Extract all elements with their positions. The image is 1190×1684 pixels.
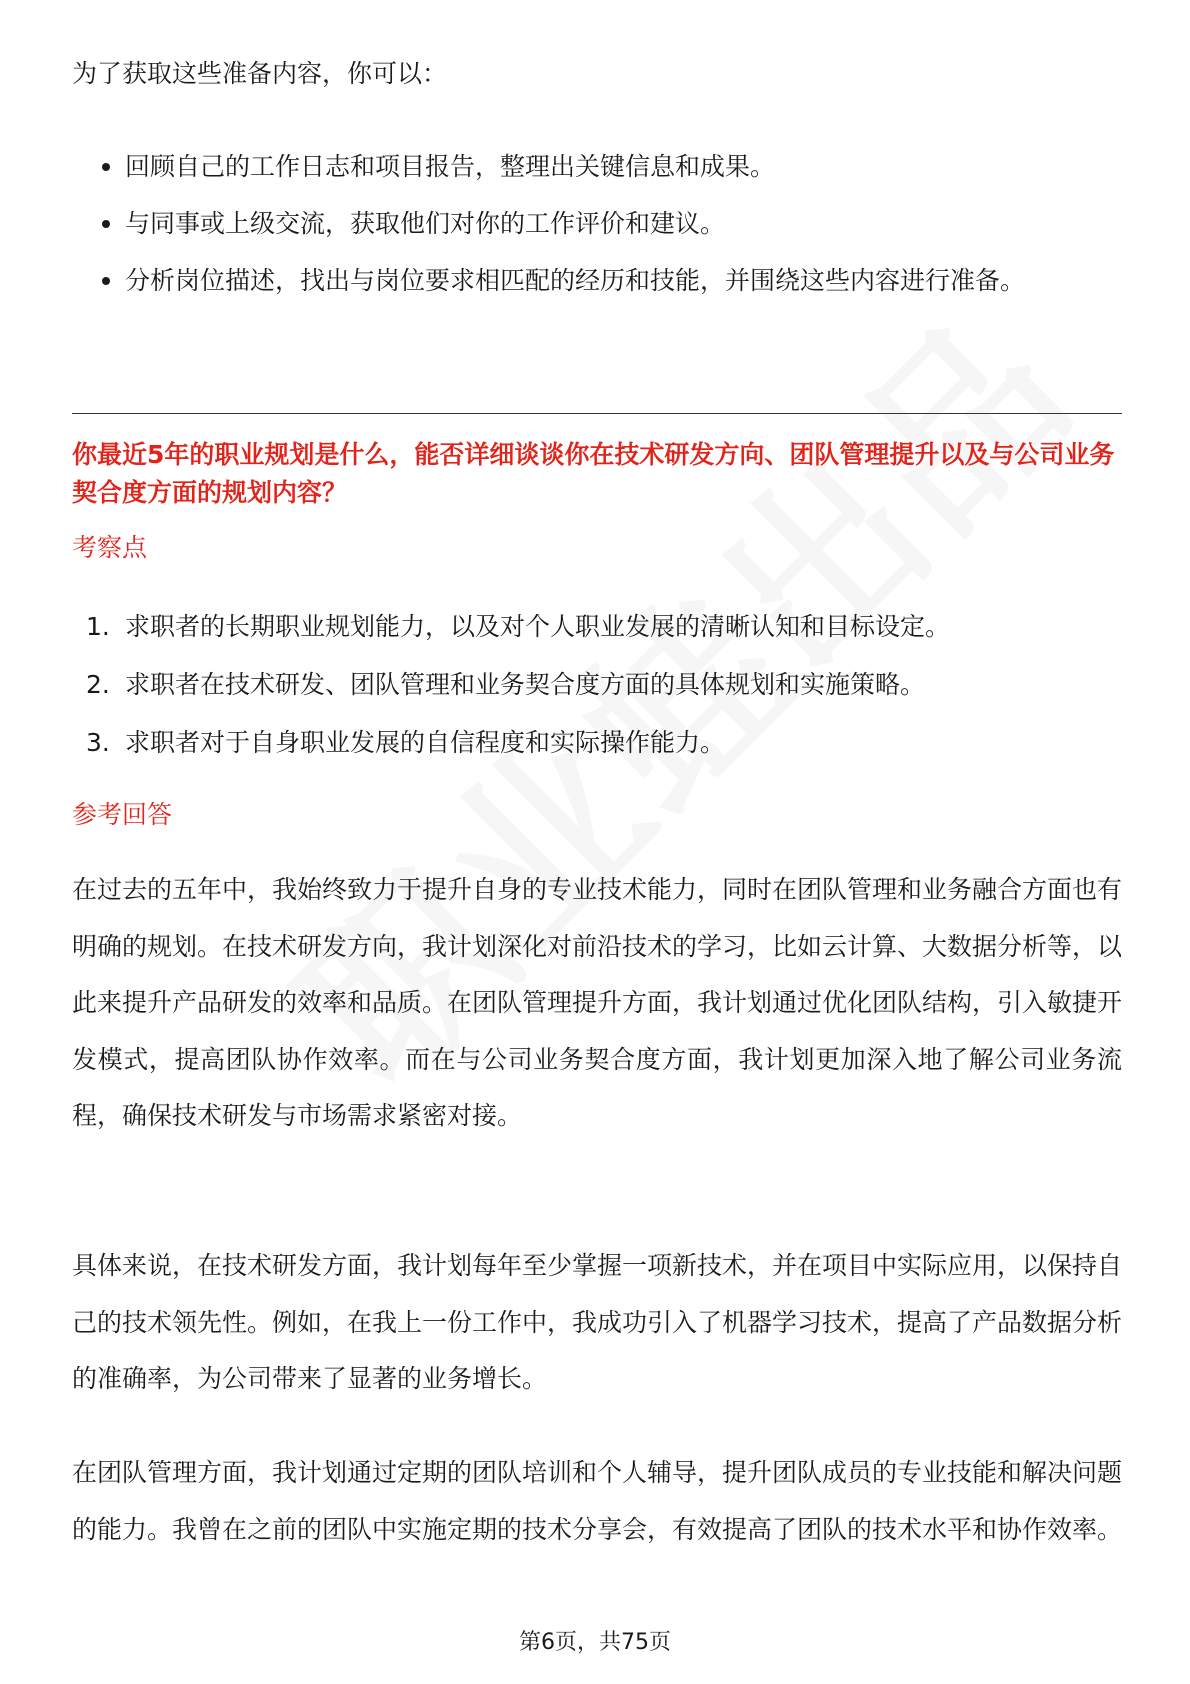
page-number: 第6页，共75页 [519,1630,671,1655]
points-heading: 考察点 [72,533,148,562]
list-item-text: 求职者的长期职业规划能力，以及对个人职业发展的清晰认知和目标设定。 [125,612,951,641]
list-item [72,598,1122,656]
list-number: 3. [86,728,110,757]
section-divider [72,413,1122,414]
answer-heading: 参考回答 [72,800,173,829]
list-item-text: 求职者在技术研发、团队管理和业务契合度方面的具体规划和实施策略。 [125,670,926,699]
list-item-text: 求职者对于自身职业发展的自信程度和实际操作能力。 [125,728,726,757]
preparation-list [72,138,1122,309]
question-title: 你最近5年的职业规划是什么，能否详细谈谈你在技术研发方向、团队管理提升以及与公司业务契合度方面的规划内容？ [72,440,1115,507]
intro-text: 为了获取这些准备内容，你可以： [72,59,448,88]
points-list [72,598,1122,772]
answer-paragraph: 具体来说，在技术研发方面，我计划每年至少掌握一项新技术，并在项目中实际应用，以保持自己的技术领先性。例如，在我上一份工作中，我成功引入了机器学习技术，提高了产品数据分析的准确率，为公司带来了显著的业务增长。 [72,1251,1123,1394]
answer-paragraph: 在过去的五年中，我始终致力于提升自身的专业技术能力，同时在团队管理和业务融合方面也有明确的规划。在技术研发方向，我计划深化对前沿技术的学习，比如云计算、大数据分析等，以此来提升产品研发的效率和品质。在团队管理提升方面，我计划通过优化团队结构，引入敏捷开发模式，提高团队协作效率。而在与公司业务契合度方面，我计划更加深入地了解公司业务流程，确保技术研发与市场需求紧密对接。 [72,875,1123,1131]
list-number: 1. [86,612,110,641]
list-item [72,656,1122,714]
list-number: 2. [86,670,110,699]
list-item: 回顾自己的工作日志和项目报告，整理出关键信息和成果。 [72,138,1122,195]
answer-paragraph: 在团队管理方面，我计划通过定期的团队培训和个人辅导，提升团队成员的专业技能和解决问题的能力。我曾在之前的团队中实施定期的技术分享会，有效提高了团队的技术水平和协作效率。 [72,1458,1123,1544]
list-item [72,714,1122,772]
list-item: 与同事或上级交流，获取他们对你的工作评价和建议。 [72,195,1122,252]
list-item: 分析岗位描述，找出与岗位要求相匹配的经历和技能，并围绕这些内容进行准备。 [72,252,1122,309]
